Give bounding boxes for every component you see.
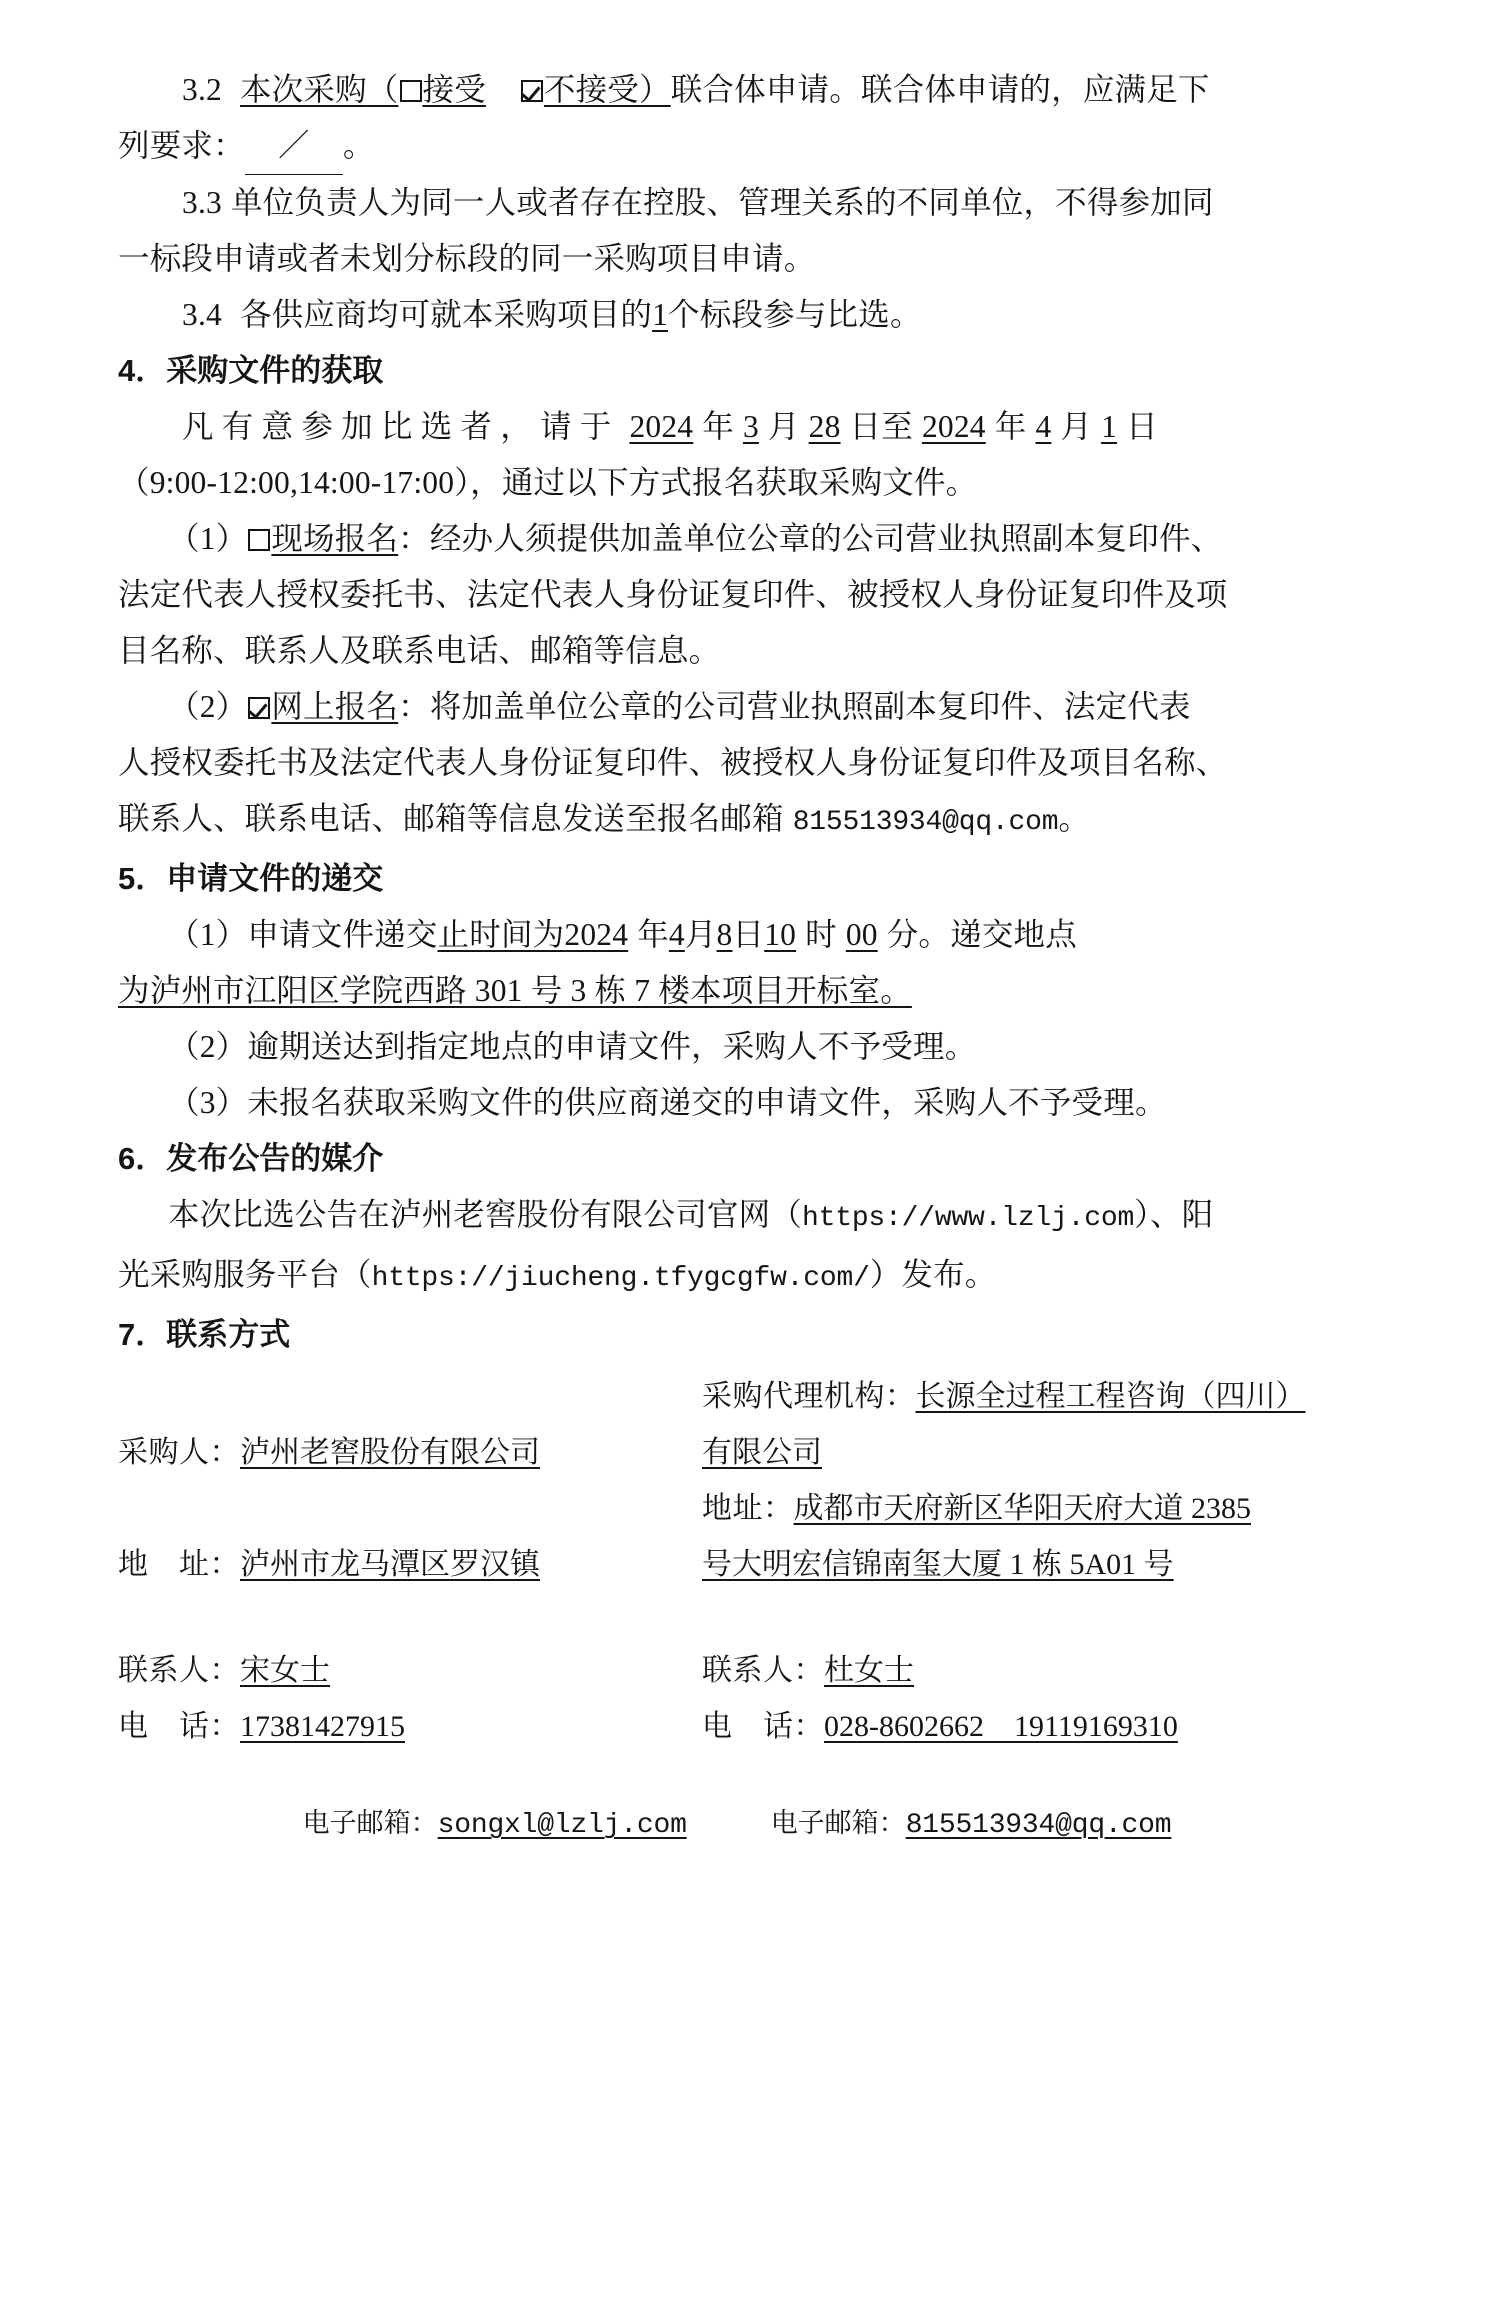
deadline-minute-unit: 分 (886, 917, 919, 952)
end-day-value[interactable]: 1 (1101, 409, 1118, 444)
agent-address-row-cont (702, 1537, 1382, 1593)
section-6-heading: 6．发布公告的媒介 (118, 1141, 384, 1176)
registration-onsite-colon: ： (398, 521, 430, 556)
clause-3-2-number: 3.2 (182, 72, 222, 107)
agent-contact-value: 杜女士 (824, 1654, 914, 1687)
registration-online-line3 (118, 791, 1382, 851)
clause-3-4-suffix: 个标段参与比选。 (668, 297, 922, 332)
clause-3-2-line2-prefix: 列要求： (118, 128, 245, 163)
registration-onsite-text: 经办人须提供加盖单位公章的公司营业执照副本复印件、 (429, 521, 1223, 556)
clause-3-2-paren-open: （ (366, 72, 399, 107)
registration-onsite-line1 (118, 511, 1382, 567)
checkbox-reject-consortium[interactable] (521, 80, 543, 102)
buyer-contact-person-row (118, 1643, 678, 1699)
section-4-acquisition-period (118, 399, 1382, 455)
start-year-unit: 年 (702, 409, 734, 444)
clause-3-3-number: 3.3 (182, 185, 222, 220)
agent-email-value[interactable]: 815513934@qq.com (905, 1810, 1172, 1841)
buyer-email-item (303, 1801, 687, 1841)
platform-url[interactable]: https://jiucheng.tfygcgfw.com/ (371, 1263, 870, 1294)
clause-3-2-option2-label: 不接受 (543, 72, 640, 107)
agent-email-item (771, 1801, 1198, 1841)
buyer-name-row (118, 1425, 678, 1481)
registration-online-colon: ： (398, 689, 430, 724)
registration-online-marker: （2） (168, 689, 248, 724)
clause-3-3-line2: 一标段申请或者未划分标段的同一采购项目申请。 (118, 241, 816, 276)
buyer-email-value[interactable]: songxl@lzlj.com (437, 1810, 687, 1841)
agent-address-row (702, 1481, 1382, 1537)
media-line2 (118, 1247, 1382, 1307)
agent-phone-row (702, 1699, 1382, 1755)
buyer-address-row (118, 1537, 678, 1593)
clause-3-2-line2 (118, 118, 1382, 175)
deadline-hour-value[interactable]: 10 (764, 917, 797, 952)
start-day-value[interactable]: 28 (808, 409, 841, 444)
buyer-contact-label: 联系人： (118, 1654, 240, 1687)
registration-onsite-line2: 法定代表人授权委托书、法定代表人身份证复印件、被授权人身份证复印件及项 (118, 577, 1228, 612)
agent-address-value-line1: 成都市天府新区华阳天府大道 2385 (793, 1492, 1251, 1525)
deadline-year-unit: 年 (637, 917, 669, 952)
clause-3-4 (118, 287, 1382, 343)
clause-3-4-prefix: 各供应商均可就本采购项目的 (239, 297, 653, 332)
deadline-day-unit: 日 (732, 917, 765, 952)
media-line1-prefix: 本次比选公告在泸州老窖股份有限公司官网（ (168, 1197, 803, 1232)
clause-3-4-number: 3.4 (182, 297, 222, 332)
agent-name-label: 采购代理机构： (702, 1380, 916, 1413)
email-row (118, 1801, 1382, 1841)
end-year-value[interactable]: 2024 (921, 409, 986, 444)
clause-3-2-lead: 本次采购 (239, 72, 367, 107)
deadline-month-value[interactable]: 4 (668, 917, 685, 952)
end-day-unit: 日 (1126, 409, 1158, 444)
clause-3-2-blank[interactable]: ／ (245, 118, 343, 175)
registration-online-line1 (118, 679, 1382, 735)
buyer-phone-value[interactable]: 17381427915 (240, 1710, 405, 1743)
buyer-phone-label: 电 话： (118, 1710, 240, 1743)
submission-deadline-line (118, 907, 1382, 963)
submission-rule-unregistered: （3）未报名获取采购文件的供应商递交的申请文件，采购人不予受理。 (168, 1085, 1167, 1120)
clause-3-3-line1 (118, 175, 1382, 231)
registration-onsite-marker: （1） (168, 521, 248, 556)
clause-3-2-tail: 联合体申请。联合体申请的，应满足下 (670, 72, 1210, 107)
submission-deadline-marker: （1） (168, 917, 248, 952)
checkbox-onsite-registration[interactable] (248, 529, 270, 551)
deadline-hour-unit: 时 (805, 917, 837, 952)
agent-contact-column (678, 1369, 1382, 1755)
end-month-unit: 月 (1060, 409, 1093, 444)
contact-block (118, 1369, 1382, 1755)
registration-onsite-line3: 目名称、联系人及联系电话、邮箱等信息。 (118, 633, 721, 668)
deadline-minute-value[interactable]: 00 (845, 917, 878, 952)
registration-email[interactable]: 815513934@qq.com (792, 807, 1059, 838)
agent-name-value-line2: 有限公司 (702, 1436, 822, 1469)
official-website-url[interactable]: https://www.lzlj.com (802, 1203, 1135, 1234)
start-day-unit: 日 (849, 409, 882, 444)
media-line2-prefix: 光采购服务平台（ (118, 1257, 372, 1292)
agent-email-label: 电子邮箱： (770, 1808, 906, 1838)
buyer-contact-column (118, 1369, 678, 1755)
agent-contact-person-row (702, 1643, 1382, 1699)
buyer-address-label: 地 址： (118, 1548, 240, 1581)
agent-address-value-line2: 号大明宏信锦南玺大厦 1 栋 5A01 号 (702, 1548, 1174, 1581)
clause-3-2-option1-label: 接受 (422, 72, 486, 107)
buyer-phone-row (118, 1699, 678, 1755)
end-year-unit: 年 (994, 409, 1027, 444)
deadline-day-value[interactable]: 8 (716, 917, 733, 952)
clause-3-2-line1 (118, 62, 1382, 118)
registration-online-line3-suffix: 。 (1058, 801, 1091, 836)
registration-online-text: 将加盖单位公章的公司营业执照副本复印件、法定代表 (429, 689, 1191, 724)
agent-name-row (702, 1369, 1382, 1425)
media-line2-suffix: ）发布。 (869, 1257, 997, 1292)
start-year-value[interactable]: 2024 (629, 409, 694, 444)
acquisition-lead-text: 凡 有 意 参 加 比 选 者 ， 请 于 (182, 409, 612, 444)
section-4-office-hours: （9:00-12:00,14:00-17:00），通过以下方式报名获取采购文件。 (118, 465, 978, 500)
clause-3-3-text1: 单位负责人为同一人或者存在控股、管理关系的不同单位，不得参加同 (230, 185, 1214, 220)
clause-3-4-lot-count[interactable]: 1 (652, 297, 669, 332)
agent-contact-label: 联系人： (702, 1654, 824, 1687)
submission-rule-late: （2）逾期送达到指定地点的申请文件，采购人不予受理。 (168, 1029, 977, 1064)
agent-name-value-line1: 长源全过程工程咨询（四川） (915, 1380, 1306, 1413)
submission-location (118, 963, 1382, 1019)
registration-onsite-label: 现场报名 (271, 521, 399, 556)
buyer-contact-value: 宋女士 (240, 1654, 330, 1687)
end-month-value[interactable]: 4 (1035, 409, 1052, 444)
checkbox-accept-consortium[interactable] (400, 80, 422, 102)
clause-3-2-paren-close: ） (639, 72, 671, 107)
registration-online-line3-prefix: 联系人、联系电话、邮箱等信息发送至报名邮箱 (118, 801, 784, 836)
section-5-heading: 5．申请文件的递交 (118, 861, 384, 896)
start-month-value[interactable]: 3 (742, 409, 759, 444)
section-4-heading: 4．采购文件的获取 (118, 353, 384, 388)
agent-phone-value[interactable]: 028-8602662 19119169310 (824, 1710, 1178, 1743)
checkbox-online-registration[interactable] (248, 697, 270, 719)
agent-name-row-cont (702, 1425, 1382, 1481)
registration-online-label: 网上报名 (271, 689, 399, 724)
media-line1-suffix: ）、阳 (1134, 1197, 1214, 1232)
agent-phone-label: 电 话： (702, 1710, 824, 1743)
agent-address-label: 地址： (702, 1492, 794, 1525)
deadline-month-unit: 月 (684, 917, 717, 952)
submission-location-text: 为泸州市江阳区学院西路 301 号 3 栋 7 楼本项目开标室。 (118, 973, 912, 1008)
buyer-name-value: 泸州老窖股份有限公司 (240, 1436, 540, 1469)
submission-deadline-underlined-prefix: 止时间为 (437, 917, 565, 952)
buyer-email-label: 电子邮箱： (302, 1808, 438, 1838)
submission-deadline-tail: 。递交地点 (918, 917, 1077, 952)
deadline-year-value[interactable]: 2024 (564, 917, 629, 952)
submission-deadline-prefix: 申请文件递交 (247, 917, 438, 952)
section-7-heading: 7．联系方式 (118, 1317, 291, 1352)
buyer-address-value: 泸州市龙马潭区罗汉镇 (240, 1548, 540, 1581)
start-month-unit: 月 (767, 409, 800, 444)
registration-online-line2: 人授权委托书及法定代表人身份证复印件、被授权人身份证复印件及项目名称、 (118, 745, 1228, 780)
period-to: 至 (881, 409, 913, 444)
clause-3-2-line2-suffix: 。 (342, 128, 375, 163)
buyer-name-label: 采购人： (118, 1436, 240, 1469)
media-line1 (118, 1187, 1382, 1247)
